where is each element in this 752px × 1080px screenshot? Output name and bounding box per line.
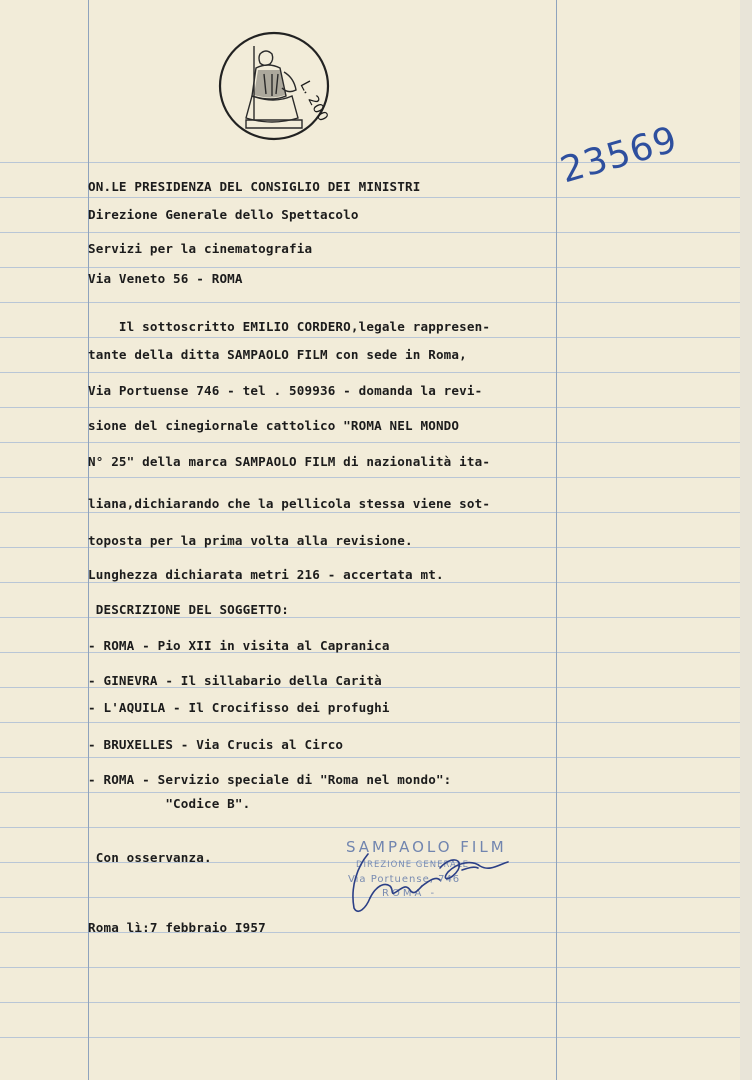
rule-line — [0, 267, 740, 268]
rule-line — [0, 407, 740, 408]
subject-item: - GINEVRA - Il sillabario della Carità — [88, 673, 382, 688]
signature — [340, 846, 520, 918]
rule-line — [0, 722, 740, 723]
body-line: Lunghezza dichiarata metri 216 - accertata mt. — [88, 567, 444, 582]
rule-line — [0, 232, 740, 233]
rule-line — [0, 757, 740, 758]
rule-line — [0, 337, 740, 338]
rule-line — [0, 512, 740, 513]
body-line: toposta per la prima volta alla revisione. — [88, 533, 413, 548]
address-line: Direzione Generale dello Spettacolo — [88, 207, 359, 222]
description-heading: DESCRIZIONE DEL SOGGETTO: — [88, 602, 290, 617]
body-line: Via Portuense 746 - tel . 509936 - domanda la revi- — [88, 383, 483, 398]
rule-line — [0, 477, 740, 478]
body-line: sione del cinegiornale cattolico "ROMA NEL MONDO — [88, 418, 460, 433]
body-line: tante della ditta SAMPAOLO FILM con sede in Roma, — [88, 347, 467, 362]
company-stamp-city: ROMA - — [382, 888, 438, 899]
address-line: Servizi per la cinematografia — [88, 241, 313, 256]
revenue-stamp-value: L. 200 — [296, 78, 331, 125]
rule-line — [0, 442, 740, 443]
rule-line — [0, 967, 740, 968]
margin-line-right — [556, 0, 557, 1080]
rule-line — [0, 197, 740, 198]
company-stamp-name: SAMPAOLO FILM — [346, 838, 507, 856]
rule-line — [0, 372, 740, 373]
address-line: ON.LE PRESIDENZA DEL CONSIGLIO DEI MINISTRI — [88, 179, 421, 194]
rule-line — [0, 617, 740, 618]
date-line: Roma lì:7 febbraio I957 — [88, 920, 266, 935]
subject-item: - BRUXELLES - Via Crucis al Circo — [88, 737, 344, 752]
registration-number-stamp: 23569 — [556, 119, 683, 192]
subject-item: "Codice B". — [88, 796, 251, 811]
company-stamp-dept: DIREZIONE GENERALE — [356, 860, 469, 870]
body-line: liana,dichiarando che la pellicola stessa viene sot- — [88, 496, 491, 511]
page-edge — [740, 0, 752, 1080]
subject-item: - ROMA - Pio XII in visita al Capranica — [88, 638, 390, 653]
closing-line: Con osservanza. — [88, 850, 212, 865]
subject-item: - ROMA - Servizio speciale di "Roma nel mondo": — [88, 772, 452, 787]
rule-line — [0, 792, 740, 793]
revenue-stamp-seal — [216, 28, 332, 144]
rule-line — [0, 1037, 740, 1038]
body-line: Il sottoscritto EMILIO CORDERO,legale rappresen- — [88, 319, 491, 334]
address-line: Via Veneto 56 - ROMA — [88, 271, 243, 286]
rule-line — [0, 1002, 740, 1003]
rule-line — [0, 582, 740, 583]
rule-line — [0, 827, 740, 828]
subject-item: - L'AQUILA - Il Crocifisso dei profughi — [88, 700, 390, 715]
body-line: N° 25" della marca SAMPAOLO FILM di nazionalità ita- — [88, 454, 491, 469]
company-stamp-address: Via Portuense, 746 — [348, 874, 461, 885]
rule-line — [0, 302, 740, 303]
